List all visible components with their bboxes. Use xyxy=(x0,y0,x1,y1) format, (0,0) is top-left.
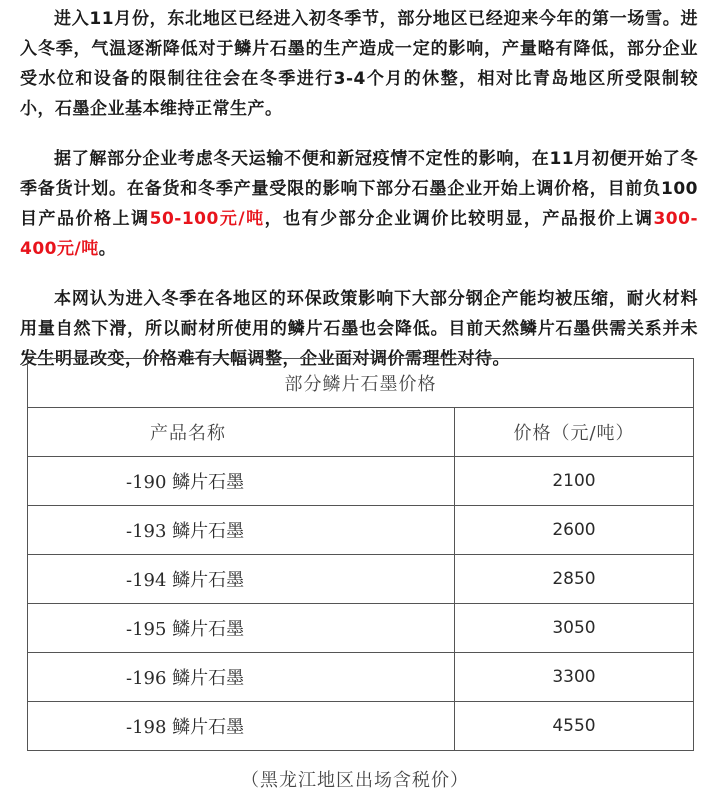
price-increase-highlight-1: 50-100元/吨 xyxy=(149,209,265,229)
price-cell: 2600 xyxy=(455,506,694,555)
price-cell: 2100 xyxy=(455,457,694,506)
column-header-price: 价格（元/吨） xyxy=(455,408,694,457)
table-header-row xyxy=(28,408,694,457)
price-cell: 3300 xyxy=(455,653,694,702)
paragraph-2-text-c: 。 xyxy=(98,239,117,259)
product-name-cell: -196 鳞片石墨 xyxy=(28,653,455,702)
paragraph-2 xyxy=(20,144,698,264)
column-header-name: 产品名称 xyxy=(28,408,455,457)
price-cell: 3050 xyxy=(455,604,694,653)
table-row xyxy=(28,506,694,555)
price-increase-highlight-2: 300-400元/吨 xyxy=(20,209,699,259)
paragraph-1 xyxy=(20,4,698,124)
table-caption: 部分鳞片石墨价格 xyxy=(28,359,694,408)
table-row xyxy=(28,702,694,751)
paragraph-2-text-b: ，也有少部分企业调价比较明显，产品报价上调 xyxy=(264,209,654,229)
table-row xyxy=(28,653,694,702)
article-body xyxy=(20,4,698,374)
product-name-cell: -195 鳞片石墨 xyxy=(28,604,455,653)
product-name-cell: -193 鳞片石墨 xyxy=(28,506,455,555)
price-cell: 4550 xyxy=(455,702,694,751)
paragraph-2-text-a: 据了解部分企业考虑冬天运输不便和新冠疫情不定性的影响，在11月初便开始了冬季备货计划。在备货和冬季产量受限的影响下部分石墨企业开始上调价格，目前负100目产品价格上调 xyxy=(20,149,698,229)
table-row xyxy=(28,604,694,653)
price-cell: 2850 xyxy=(455,555,694,604)
product-name-cell: -194 鳞片石墨 xyxy=(28,555,455,604)
table-footnote: （黑龙江地区出场含税价） xyxy=(241,770,469,791)
product-name-cell: -190 鳞片石墨 xyxy=(28,457,455,506)
table-row xyxy=(28,457,694,506)
table-row xyxy=(28,555,694,604)
paragraph-3-text: 本网认为进入冬季在各地区的环保政策影响下大部分钢企产能均被压缩，耐火材料用量自然下滑，所以耐材所使用的鳞片石墨也会降低。目前天然鳞片石墨供需关系并未发生明显改变，价格难有大幅调整，企业面对调价需理性对待。 xyxy=(20,289,698,369)
paragraph-1-text: 进入11月份，东北地区已经进入初冬季节，部分地区已经迎来今年的第一场雪。进入冬季，气温逐渐降低对于鳞片石墨的生产造成一定的影响，产量略有降低，部分企业受水位和设备的限制往往会在冬季进行3-4个月的休整，相对比青岛地区所受限制较小，石墨企业基本维持正常生产。 xyxy=(20,9,698,119)
graphite-price-table xyxy=(27,358,694,751)
table-caption-row xyxy=(28,359,694,408)
product-name-cell: -198 鳞片石墨 xyxy=(28,702,455,751)
